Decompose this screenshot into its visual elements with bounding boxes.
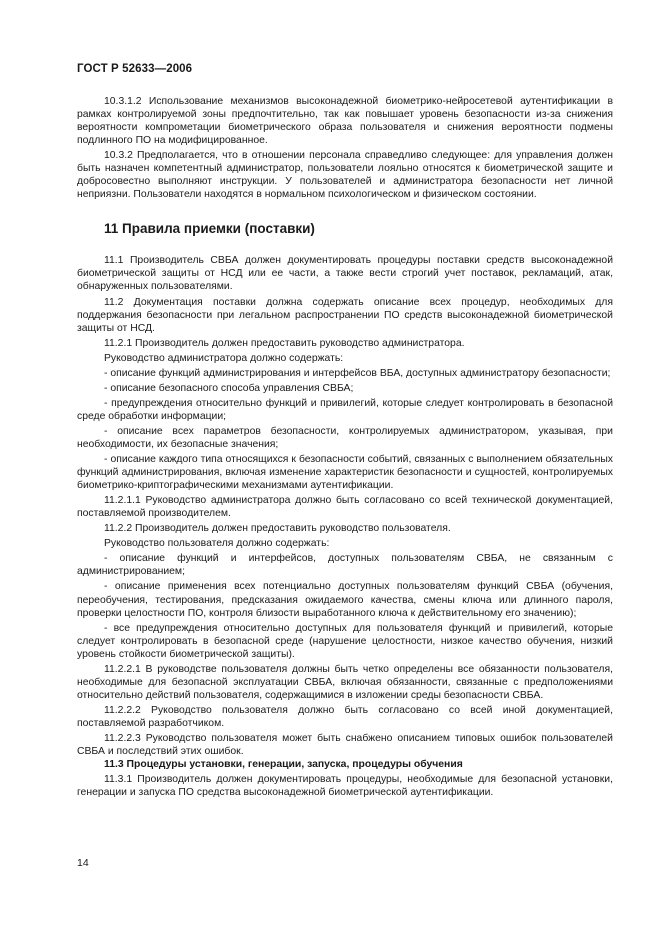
paragraph-11-2-2-2: 11.2.2.2 Руководство пользователя должно быть согласовано со всей иной документацией, поставляемой разработчиком. [77, 704, 613, 729]
paragraph-11-1: 11.1 Производитель СВБА должен документировать процедуры поставки средств высоконадежной биометрической защиты от НСД или ее части, а также вести строгий учет поставок, рекламаций, атак, обнаруженных пользователями. [77, 255, 613, 293]
list-item: - описание функций и интерфейсов, доступных пользователям СВБА, не связанным с администрированием; [77, 553, 613, 578]
paragraph-11-3-1: 11.3.1 Производитель должен документировать процедуры, необходимые для безопасной установки, генерации и запуска ПО средства высоконадежной биометрической аутентификации. [77, 774, 613, 799]
paragraph-11-2-2-3: 11.2.2.3 Руководство пользователя может быть снабжено описанием типовых ошибок пользователей СВБА и последствий этих ошибок. [77, 732, 613, 758]
page-number: 14 [77, 857, 89, 869]
list-item: - описание функций администрирования и интерфейсов ВБА, доступных администратору безопасности; [104, 367, 611, 379]
paragraph-11-2-2-1: 11.2.2.1 В руководстве пользователя должны быть четко определены все обязанности пользователя, необходимые для безопасной эксплуатации СВБА, включая обязанности, связанные с предположениями относительно действий пользователя, содержащимися в изложении среды безопасности СВБА. [77, 663, 613, 701]
list-item: - все предупреждения относительно доступных для пользователя функций и привилегий, которые следует контролировать в безопасной среде (нарушение целостности, низкое качество обучения, низкий уровень стойкости биометрической защиты). [77, 622, 613, 660]
paragraph-10-3-2: 10.3.2 Предполагается, что в отношении персонала справедливо следующее: для управления должен быть назначен компетентный администратор, пользователи лояльно относятся к биометрической защите и добросовестно выполняют инструкции. У пользователей и администратора безопасности нет личной неприязни. Пользователи находятся в нормальном психологическом и физическом состоянии. [77, 150, 613, 201]
document-header: ГОСТ Р 52633—2006 [77, 63, 193, 75]
admin-guide-intro: Руководство администратора должно содержать: [104, 352, 344, 364]
paragraph-10-3-1-2: 10.3.1.2 Использование механизмов высоконадежной биометрико-нейросетевой аутентификации в рамках контролируемой зоны предпочтительно, так как повышает уровень безопасности из-за снижения вероятности компрометации биометрического образа пользователя и снижения вероятности подмены подлинного ПО на модифицированное. [77, 96, 613, 147]
paragraph-11-2: 11.2 Документация поставки должна содержать описание всех процедур, необходимых для поддержания безопасности при легальном распространении ПО средств высоконадежной биометрической защиты от НСД. [77, 296, 613, 334]
page-body [77, 95, 613, 799]
user-guide-intro: Руководство пользователя должно содержать: [104, 538, 330, 550]
list-item: - предупреждения относительно функций и привилегий, которые следует контролировать в безопасной среде обработки информации; [77, 397, 613, 422]
list-item: - описание безопасного способа управления СВБА; [104, 382, 354, 394]
list-item: - описание всех параметров безопасности, контролируемых администратором, указывая, при необходимости, их безопасные значения; [77, 425, 613, 450]
list-item: - описание применения всех потенциально доступных пользователям функций СВБА (обучения, переобучения, тестирования, предсказания ожидаемого качества, смены ключа или длинного пароля, проверки целостности ПО, контроля близости выработанного ключа к действительному его значению); [77, 581, 613, 619]
paragraph-11-2-1-1: 11.2.1.1 Руководство администратора должно быть согласовано со всей технической документацией, поставляемой производителем. [77, 495, 613, 520]
list-item: - описание каждого типа относящихся к безопасности событий, связанных с выполнением обязательных функций администрирования, включая изменение характеристик безопасности и сущностей, контролируемых биометрико-криптографическими механизмами аутентификации. [77, 454, 613, 492]
section-heading-11: 11 Правила приемки (поставки) [104, 221, 315, 237]
subsection-heading-11-3: 11.3 Процедуры установки, генерации, запуска, процедуры обучения [104, 759, 463, 771]
paragraph-11-2-1: 11.2.1 Производитель должен предоставить руководство администратора. [104, 337, 465, 349]
paragraph-11-2-2: 11.2.2 Производитель должен предоставить руководство пользователя. [104, 523, 451, 535]
